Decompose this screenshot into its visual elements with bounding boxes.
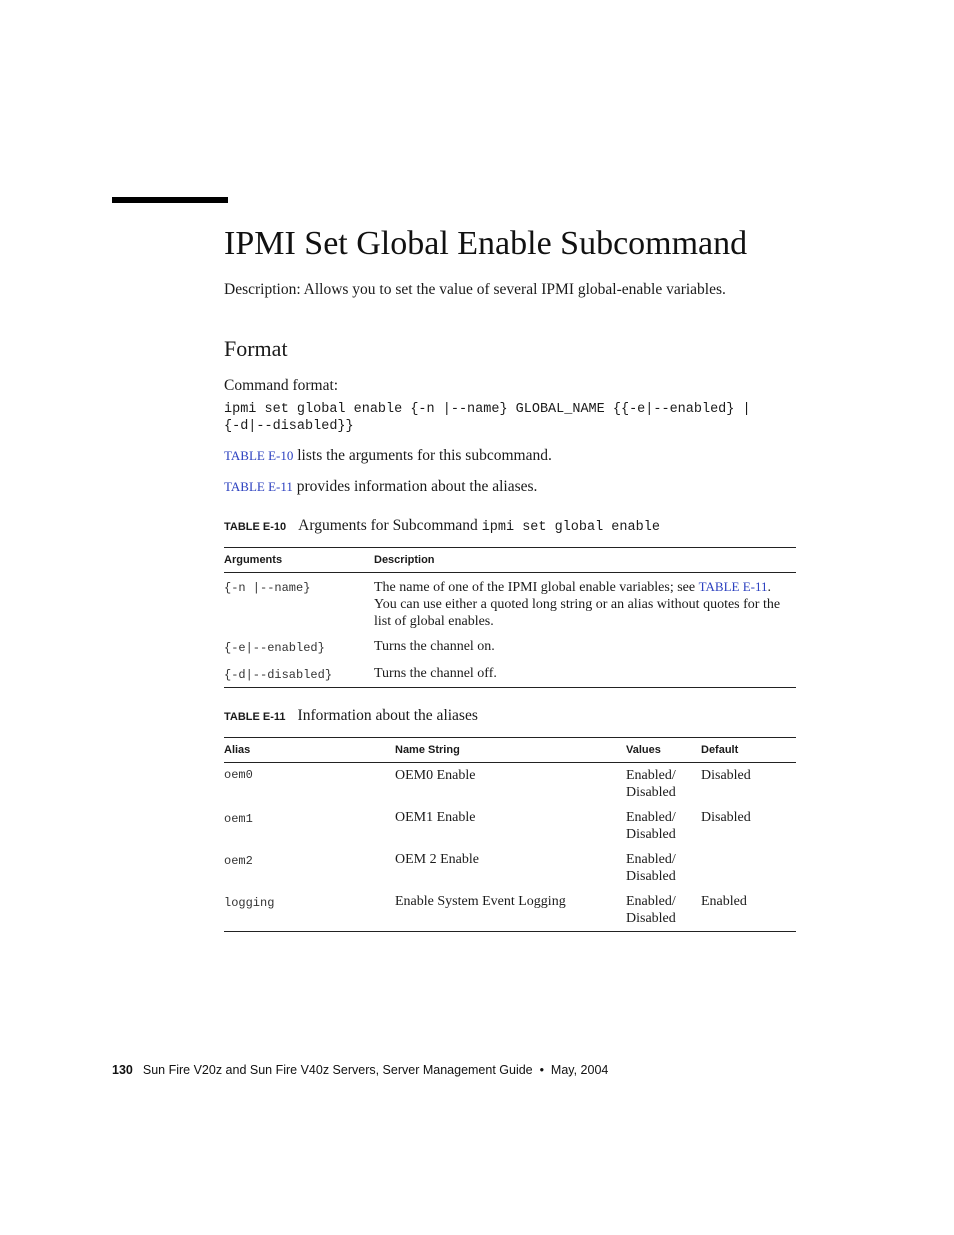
table-ref-paragraph-2 [224,477,796,497]
default-cell: Enabled [701,894,747,909]
values-cell [626,805,701,847]
column-header: Name String [395,744,460,756]
chapter-rule [112,197,228,203]
caption-text [298,517,660,535]
desc-pre: The name of one of the IPMI global enable variables; see [374,580,699,595]
alias-cell: oem0 [224,768,253,782]
table-e11-link[interactable]: TABLE E-11 [224,479,293,494]
alias-cell: logging [224,896,275,910]
arguments-table [224,547,796,688]
name-string-cell: Enable System Event Logging [395,894,566,909]
values-cell [626,889,701,932]
table-row [224,573,796,635]
caption-label: Arguments for Subcommand [298,517,482,534]
table-row [224,634,796,661]
values-cell [626,763,701,806]
values-line-1: Enabled/ [626,894,676,909]
column-header: Values [626,744,661,756]
caption-code: ipmi set global enable [481,520,660,535]
default-cell: Disabled [701,768,751,783]
column-header: Default [701,744,739,756]
column-header: Arguments [224,554,283,566]
table-ref-paragraph-1 [224,446,796,466]
command-syntax: ipmi set global enable {-n |--name} GLOBAL_NAME {{-e|--enabled} | {-d|--disabled}} [224,402,751,434]
values-line-1: Enabled/ [626,852,676,867]
description-cell: Turns the channel on. [374,639,495,654]
values-line-2: Disabled [626,827,676,842]
desc-post: . You can use either a quoted long string or an alias without quotes for the list of global enables. [374,580,781,629]
alias-cell: oem1 [224,812,253,826]
values-line-1: Enabled/ [626,768,676,783]
table-row [224,889,796,932]
argument-cell: {-d|--disabled} [224,668,333,682]
values-line-2: Disabled [626,911,676,926]
ref-text-1: lists the arguments for this subcommand. [293,447,552,464]
name-string-cell: OEM1 Enable [395,810,476,825]
name-string-cell: OEM 2 Enable [395,852,479,867]
description-text: Description: Allows you to set the value of several IPMI global-enable variables. [224,281,726,298]
column-header: Alias [224,744,251,756]
alias-cell: oem2 [224,854,253,868]
table-row [224,763,796,806]
values-cell [626,847,701,889]
name-string-cell: OEM0 Enable [395,768,476,783]
command-label: Command format: [224,377,339,394]
page-content [224,224,796,932]
caption-text: Information about the aliases [297,707,478,724]
table-e10-caption [224,517,796,539]
default-cell: Disabled [701,810,751,825]
ref-text-2: provides information about the aliases. [292,478,538,495]
description-cell [374,573,796,635]
table-e11-caption [224,707,796,729]
table-row [224,661,796,688]
table-e11-inline-link[interactable]: TABLE E-11 [698,579,768,594]
values-line-1: Enabled/ [626,810,676,825]
table-header-row [224,548,796,573]
page-footer [112,1063,608,1077]
argument-cell: {-n |--name} [224,581,311,595]
table-header-row [224,738,796,763]
table-row [224,847,796,889]
table-number: TABLE E-10 [224,521,287,533]
column-header: Description [374,554,435,566]
description-cell: Turns the channel off. [374,666,497,681]
values-line-2: Disabled [626,869,676,884]
table-e10-link[interactable]: TABLE E-10 [224,448,294,463]
table-number: TABLE E-11 [224,711,286,723]
page-title: IPMI Set Global Enable Subcommand [224,225,748,262]
footer-text: Sun Fire V20z and Sun Fire V40z Servers, Server Management Guide • May, 2004 [142,1063,609,1077]
aliases-table [224,737,796,932]
default-cell [701,847,796,889]
section-title: Format [224,336,288,361]
page-number: 130 [112,1063,133,1077]
table-row [224,805,796,847]
values-line-2: Disabled [626,785,676,800]
argument-cell: {-e|--enabled} [224,641,325,655]
